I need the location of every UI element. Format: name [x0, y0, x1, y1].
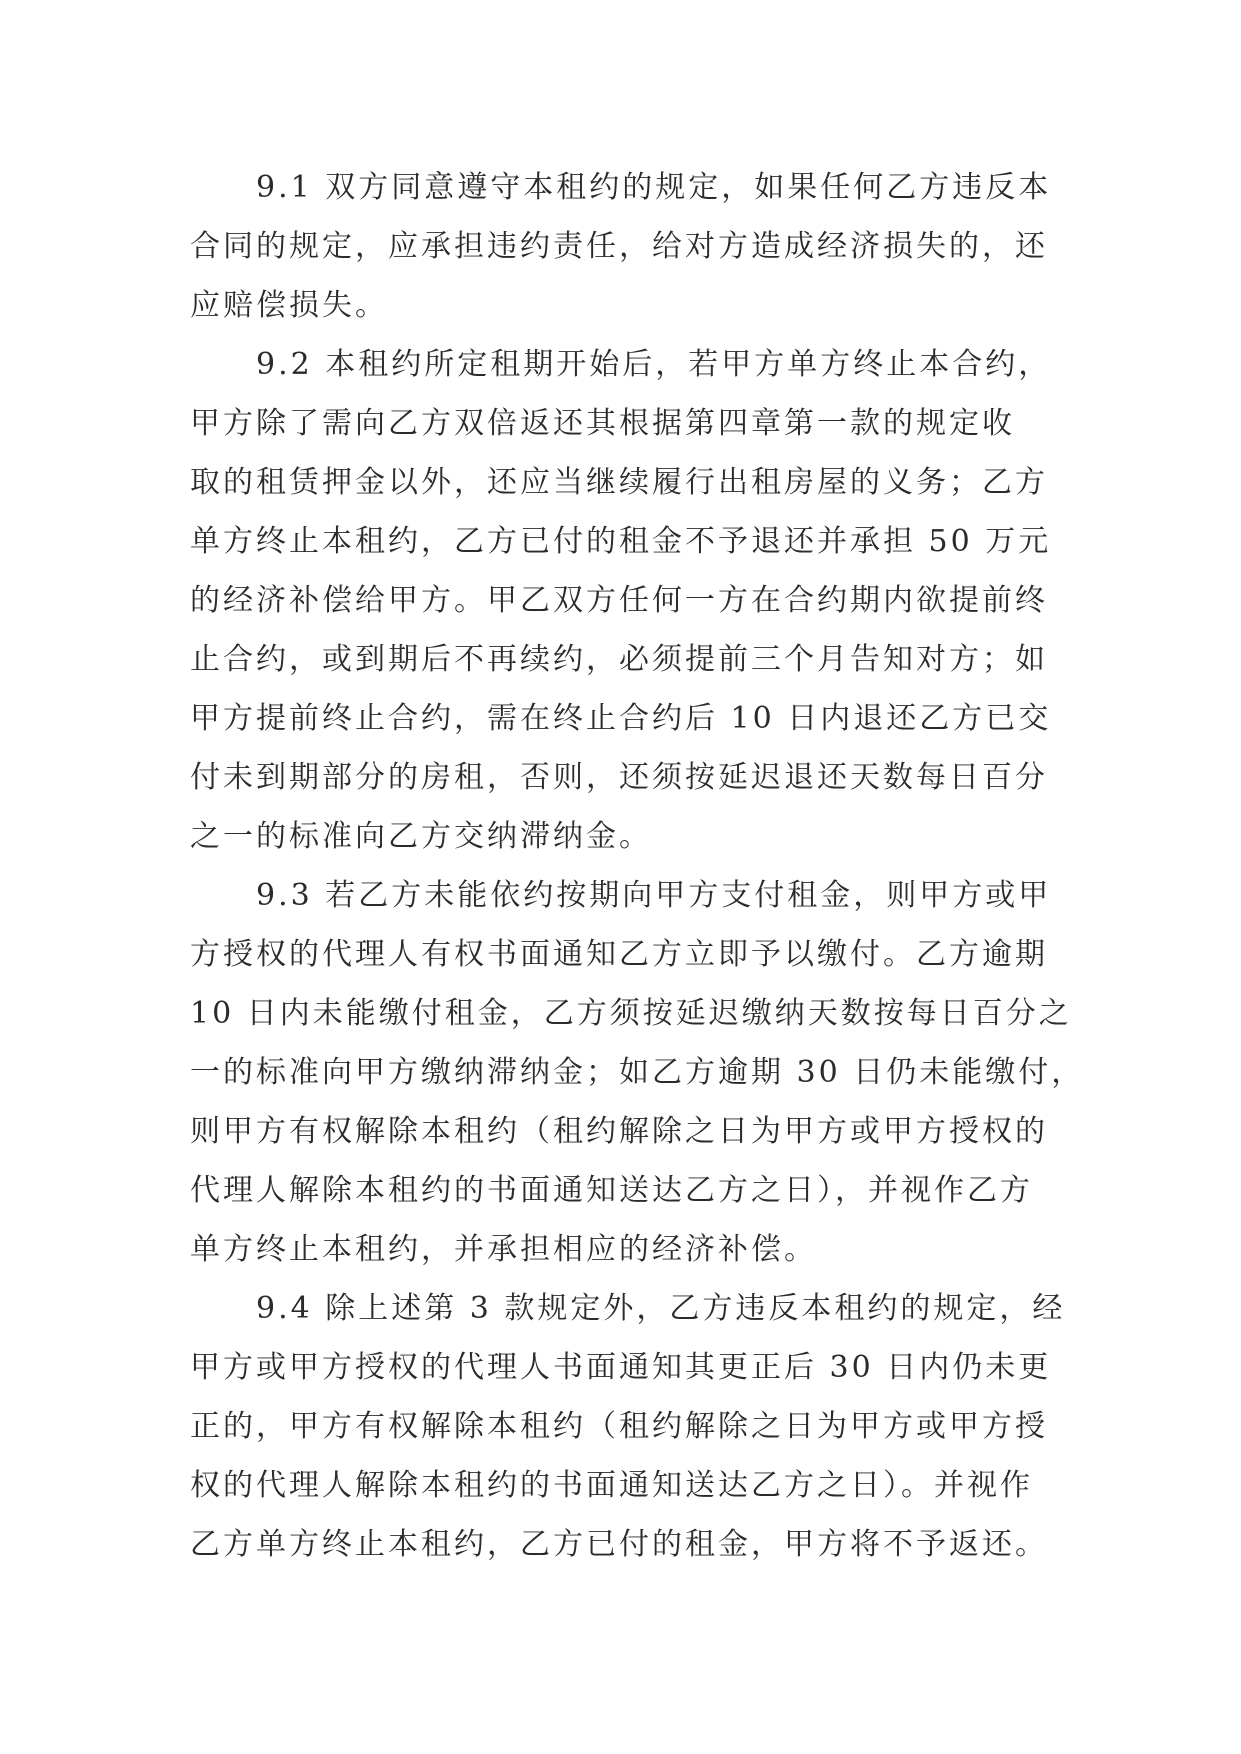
clause-line: 10 日内未能缴付租金，乙方须按延迟缴纳天数按每日百分之: [190, 996, 1072, 1031]
clause-line: 合同的规定，应承担违约责任，给对方造成经济损失的，还: [190, 229, 1048, 264]
clause-line: 之一的标准向乙方交纳滞纳金。: [190, 819, 652, 854]
clause-line: 乙方单方终止本租约，乙方已付的租金，甲方将不予返还。: [190, 1527, 1048, 1562]
clause-line: 正的，甲方有权解除本租约（租约解除之日为甲方或甲方授: [190, 1409, 1048, 1444]
clause-line: 应赔偿损失。: [190, 288, 388, 323]
clause-line: 9.3 若乙方未能依约按期向甲方支付租金，则甲方或甲: [256, 878, 1052, 913]
clause-line: 单方终止本租约，并承担相应的经济补偿。: [190, 1232, 817, 1267]
clause-line: 9.1 双方同意遵守本租约的规定，如果任何乙方违反本: [256, 170, 1052, 205]
clause-9-3: [190, 866, 1085, 1279]
document-body: [190, 158, 1085, 1574]
clause-line: 一的标准向甲方缴纳滞纳金；如乙方逾期 30 日仍未能缴付，: [190, 1055, 1085, 1090]
clause-line: 的经济补偿给甲方。甲乙双方任何一方在合约期内欲提前终: [190, 583, 1048, 618]
clause-line: 则甲方有权解除本租约（租约解除之日为甲方或甲方授权的: [190, 1114, 1048, 1149]
clause-line: 方授权的代理人有权书面通知乙方立即予以缴付。乙方逾期: [190, 937, 1048, 972]
clause-line: 权的代理人解除本租约的书面通知送达乙方之日）。并视作: [190, 1468, 1033, 1503]
clause-line: 甲方提前终止合约，需在终止合约后 10 日内退还乙方已交: [190, 701, 1052, 736]
clause-line: 9.2 本租约所定租期开始后，若甲方单方终止本合约，: [256, 347, 1052, 382]
clause-line: 9.4 除上述第 3 款规定外，乙方违反本租约的规定，经: [256, 1291, 1066, 1326]
clause-line: 止合约，或到期后不再续约，必须提前三个月告知对方；如: [190, 642, 1048, 677]
clause-line: 代理人解除本租约的书面通知送达乙方之日），并视作乙方: [190, 1173, 1033, 1208]
clause-line: 付未到期部分的房租，否则，还须按延迟退还天数每日百分: [190, 760, 1048, 795]
clause-line: 取的租赁押金以外，还应当继续履行出租房屋的义务；乙方: [190, 465, 1048, 500]
clause-line: 单方终止本租约，乙方已付的租金不予退还并承担 50 万元: [190, 524, 1052, 559]
clause-line: 甲方或甲方授权的代理人书面通知其更正后 30 日内仍未更: [190, 1350, 1052, 1385]
clause-9-1: [190, 158, 1070, 335]
clause-line: 甲方除了需向乙方双倍返还其根据第四章第一款的规定收: [190, 406, 1015, 441]
clause-9-2: [190, 335, 1070, 866]
clause-9-4: [190, 1279, 1070, 1574]
